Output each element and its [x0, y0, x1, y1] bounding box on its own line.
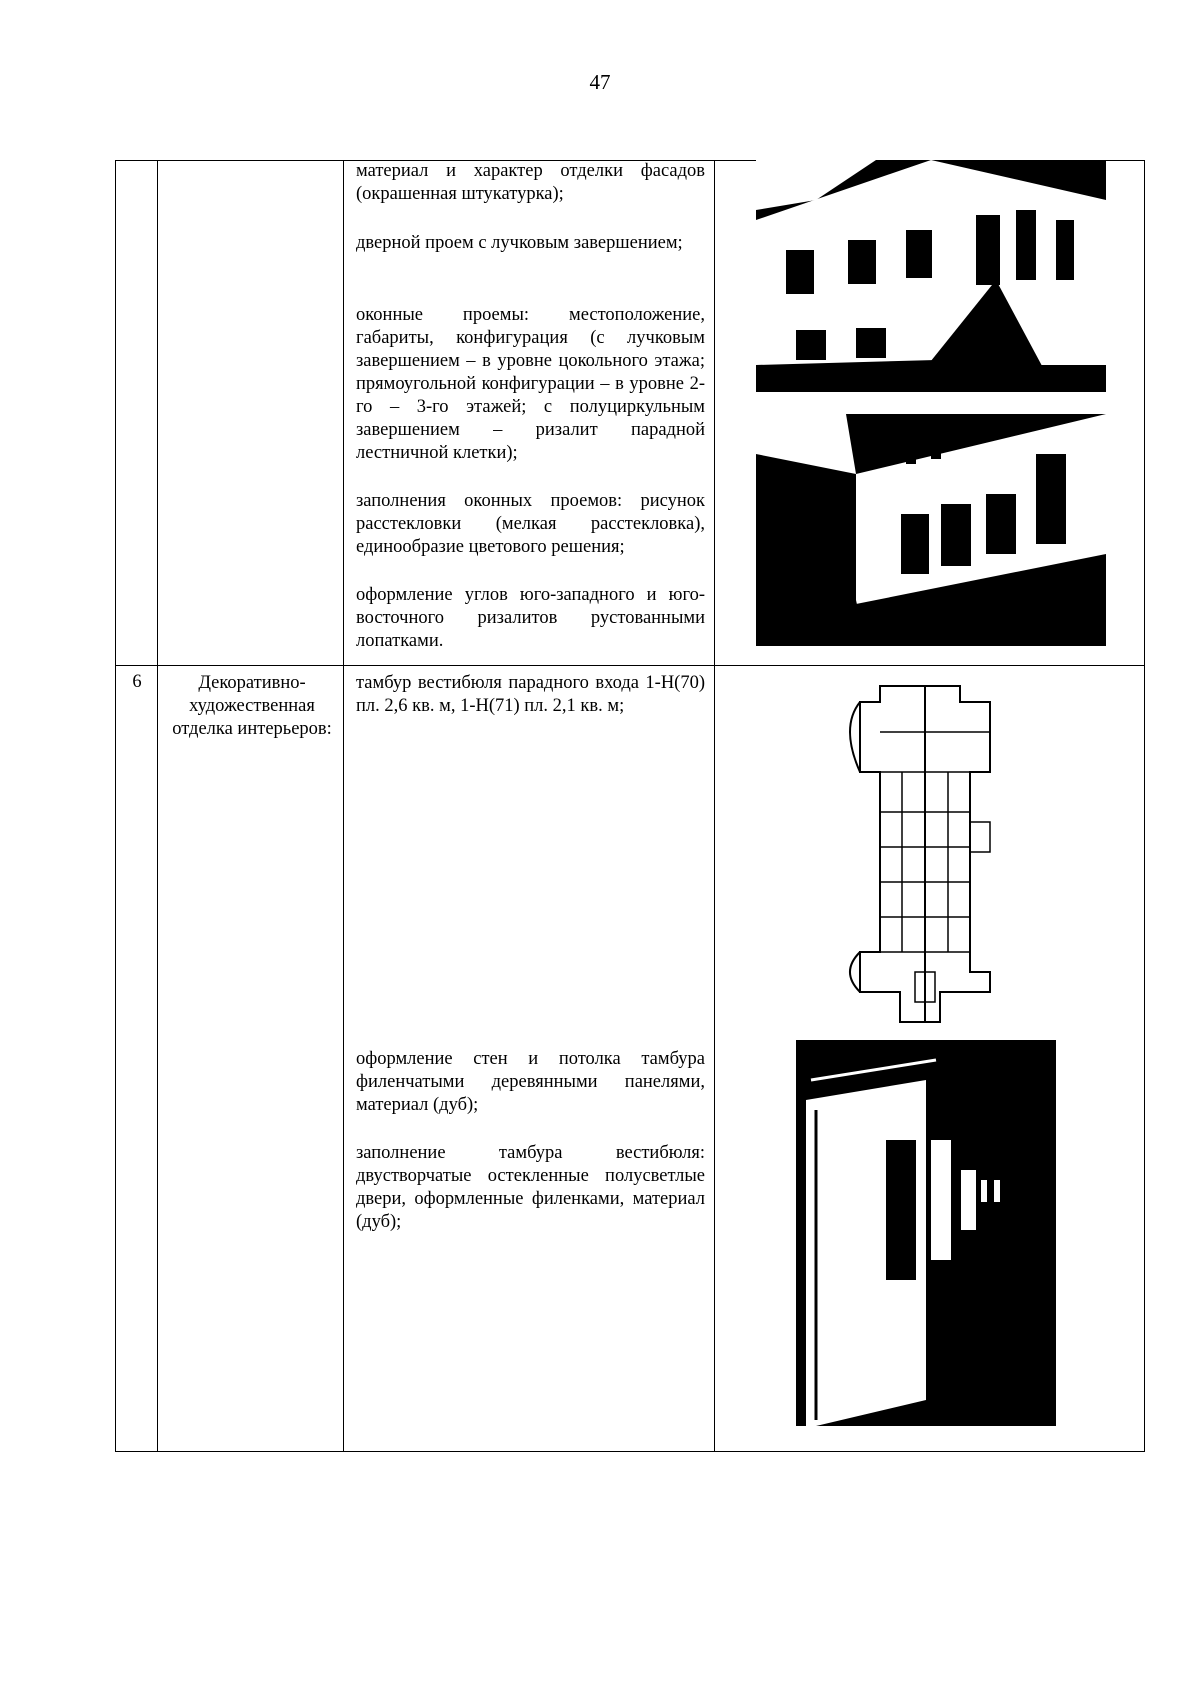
description-paragraph: оформление стен и потолка тамбура филенчатыми деревянными панелями, материал (дуб);: [356, 1049, 705, 1115]
description-paragraph: тамбур вестибюля парадного входа 1-Н(70) пл. 2,6 кв. м, 1-Н(71) пл. 2,1 кв. м;: [356, 673, 705, 716]
floor-plan-image: [840, 672, 1020, 1028]
facade-photo: [756, 160, 1106, 392]
description-paragraph: дверной проем с лучковым завершением;: [356, 233, 683, 253]
column-divider: [714, 160, 715, 666]
page-number: 47: [589, 70, 611, 94]
description-paragraph: материал и характер отделки фасадов (окрашенная штукатурка);: [356, 161, 705, 204]
column-divider: [714, 665, 715, 1452]
interior-photo: [796, 1040, 1056, 1426]
description-paragraph: оконные проемы: местоположение, габариты, конфигурация (с лучковым завершением – в уровне цокольного этажа; прямоугольной конфигурации – в уровне 2-го – 3-го этажей; с полуциркульным завершением – ризалит парадной лестничной клетки);: [356, 305, 705, 463]
column-divider: [343, 160, 344, 666]
column-divider: [157, 665, 158, 1452]
description-paragraph: заполнение тамбура вестибюля: двустворчатые остекленные полусветлые двери, оформленные филенками, материал (дуб);: [356, 1143, 705, 1232]
facade-photo: [756, 414, 1106, 646]
description-paragraph: оформление углов юго-западного и юго-восточного ризалитов рустованными лопатками.: [356, 585, 705, 651]
column-divider: [157, 160, 158, 666]
column-divider: [343, 665, 344, 1452]
description-paragraph: заполнения оконных проемов: рисунок расстекловки (мелкая расстекловка), единообразие цветового решения;: [356, 491, 705, 557]
item-name: Декоративно-художественная отделка интерьеров:: [172, 673, 332, 739]
row-number: 6: [132, 672, 142, 692]
